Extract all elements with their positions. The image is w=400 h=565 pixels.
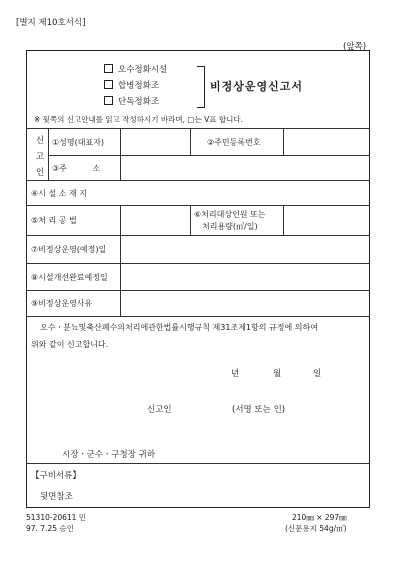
footer-paper: (신문용지 54g/㎡) <box>285 524 347 533</box>
checkbox-combined-tank[interactable] <box>104 80 113 89</box>
capacity-field[interactable] <box>285 207 368 233</box>
rrn-label: ②주민등록번호 <box>207 138 261 147</box>
signature-label: (서명 또는 인) <box>232 405 286 415</box>
name-field[interactable] <box>122 130 188 153</box>
capacity-label: ⑥처리대상인원 또는 <box>194 210 266 219</box>
form-number: [별지 제10호서식] <box>16 18 86 28</box>
treatment-method-label: ⑤처 리 공 법 <box>31 216 77 225</box>
declaration-line-1: 오수ㆍ분뇨및축산폐수의처리에관한법률시행규칙 제31조제1항의 규정에 의하여 <box>40 323 318 332</box>
option-label: 단독정화조 <box>118 97 160 107</box>
footer-code: 51310-20611 민 <box>26 513 87 522</box>
form-title: 비정상운영신고서 <box>210 80 304 93</box>
abnormal-date-field[interactable] <box>122 237 368 261</box>
date-month-label: 월 <box>273 369 282 379</box>
declaration-line-2: 위와 같이 신고합니다. <box>31 340 109 349</box>
name-label: ①성명(대표자) <box>52 138 105 147</box>
attachments-header: 【구비서류】 <box>31 471 81 481</box>
abnormal-reason-field[interactable] <box>122 292 368 314</box>
footer-size: 210㎜ × 297㎜ <box>292 513 347 522</box>
improvement-date-label: ⑧시설개선완료예정일 <box>31 273 108 282</box>
checkbox-sewage-facility[interactable] <box>104 64 113 73</box>
address-field[interactable] <box>122 157 368 178</box>
rrn-field[interactable] <box>285 130 368 153</box>
option-combined-tank[interactable] <box>104 79 159 91</box>
abnormal-date-label: ⑦비정상운영(예정)일 <box>31 245 107 254</box>
improvement-date-field[interactable] <box>122 265 368 288</box>
capacity-unit-label: 처리용량(㎥/일) <box>202 222 258 231</box>
date-day-label: 일 <box>313 369 322 379</box>
instruction-note: ※ 뒷쪽의 신고안내를 읽고 작성하시기 바라며, □는 V표 합니다. <box>34 115 243 124</box>
date-year-label: 년 <box>231 369 240 379</box>
option-label: 합병정화조 <box>118 81 160 91</box>
reporter-label-char: 인 <box>35 168 45 178</box>
reporter-label-char: 신 <box>35 136 45 146</box>
reporter-label-char: 고 <box>35 152 45 162</box>
recipient-label: 시장ㆍ군수ㆍ구청장 귀하 <box>62 450 156 460</box>
address-label: ③주 소 <box>52 164 101 173</box>
abnormal-reason-label: ⑨비정상운영사유 <box>31 299 93 308</box>
reporter-sign-label: 신고인 <box>147 405 172 415</box>
treatment-method-field[interactable] <box>122 207 188 233</box>
footer-approval: 97. 7.25 승인 <box>26 524 74 533</box>
option-single-tank[interactable] <box>104 95 159 107</box>
checkbox-single-tank[interactable] <box>104 96 113 105</box>
option-label: 오수정화시설 <box>118 65 168 75</box>
option-sewage-facility[interactable] <box>104 63 167 75</box>
attachments-content: 뒷면참조 <box>40 492 73 502</box>
page-side-label: (앞쪽) <box>343 42 367 52</box>
facility-location-field[interactable] <box>122 182 368 203</box>
facility-location-label: ④시 설 소 재 지 <box>31 189 87 198</box>
options-bracket <box>197 66 205 108</box>
